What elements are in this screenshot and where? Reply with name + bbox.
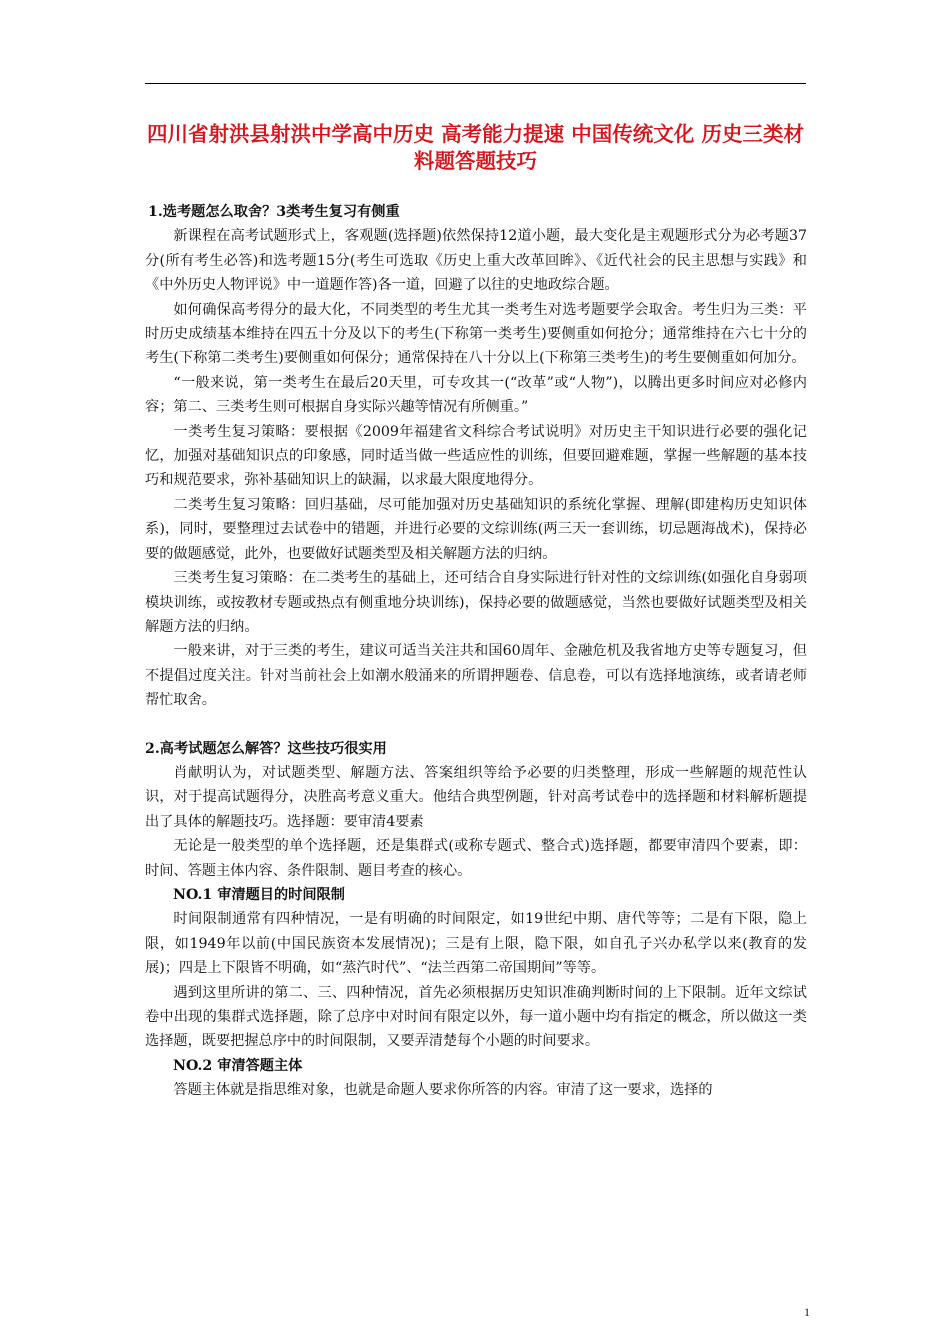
section-1-paragraph: 二类考生复习策略：回归基础，尽可能加强对历史基础知识的系统化掌握、理解(即建构历史知识体系)，同时，要整理过去试卷中的错题，并进行必要的文综训练(两三天一套训练，切忌题海战术)，保持必要的做题感觉，此外，也要做好试题类型及相关解题方法的归纳。 [145,496,807,562]
subsection-no1-paragraph: 遇到这里所讲的第二、三、四种情况，首先必须根据历史知识准确判断时间的上下限制。近年文综试卷中出现的集群式选择题，除了总序中对时间有限定以外，每一道小题中均有指定的概念，所以做这一类选择题，既要把握总序中的时间限制，又要弄清楚每个小题的时间要求。 [145,984,807,1050]
subsection-no1-paragraph: 时间限制通常有四种情况，一是有明确的时间限定，如19世纪中期、唐代等等；二是有下限，隐上限，如1949年以前(中国民族资本发展情况)；三是有上限，隐下限，如自孔子兴办私学以来(教育的发展)；四是上下限皆不明确，如“蒸汽时代”、“法兰西第二帝国期间”等等。 [145,911,807,977]
section-2-paragraph: 无论是一般类型的单个选择题，还是集群式(或称专题式、整合式)选择题，都要审清四个要素，即：时间、答题主体内容、条件限制、题目考查的核心。 [145,838,807,879]
section-1-paragraph: 如何确保高考得分的最大化，不同类型的考生尤其一类考生对选考题要学会取舍。考生归为三类：平时历史成绩基本维持在四五十分及以下的考生(下称第一类考生)要侧重如何抢分；通常维持在六七十分的考生(下称第二类考生)要侧重如何保分；通常保持在八十分以上(下称第三类考生)的考生要侧重如何加分。 [145,301,807,367]
subsection-no1-heading: NO.1 审清题目的时间限制 [173,886,345,903]
subsection-no2-paragraph: 答题主体就是指思维对象，也就是命题人要求你所答的内容。审清了这一要求，选择的 [173,1082,713,1099]
section-1-paragraph: 三类考生复习策略：在二类考生的基础上，还可结合自身实际进行针对性的文综训练(如强化自身弱项模块训练，或按教材专题或热点有侧重地分块训练)，保持必要的做题感觉，当然也要做好试题类型及相关解题方法的归纳。 [145,570,807,635]
page-number: 1 [804,1305,810,1319]
subsection-no2-heading: NO.2 审清答题主体 [173,1057,303,1074]
section-1-paragraph: “一般来说，第一类考生在最后20天里，可专攻其一(“改革”或“人物”)，以腾出更多时间应对必修内容；第二、三类考生则可根据自身实际兴趣等情况有所侧重。” [145,374,807,416]
document-title: 四川省射洪县射洪中学高中历史 高考能力提速 中国传统文化 历史三类材料题答题技巧 [147,122,804,173]
section-1-paragraph: 新课程在高考试题形式上，客观题(选择题)依然保持12道小题，最大变化是主观题形式分为必考题37分(所有考生必答)和选考题15分(考生可选取《历史上重大改革回眸》、《近代社会的民主思想与实践》和《中外历史人物评说》中一道题作答)各一道，回避了以往的史地政综合题。 [145,228,807,294]
section-2-heading: 2.高考试题怎么解答？这些技巧很实用 [145,740,387,757]
header-rule [145,83,806,84]
section-2-paragraph: 肖献明认为，对试题类型、解题方法、答案组织等给予必要的归类整理，形成一些解题的规范性认识，对于提高试题得分，决胜高考意义重大。他结合典型例题，针对高考试卷中的选择题和材料解析题提出了具体的解题技巧。选择题：要审清4要素 [145,764,807,830]
document-body [145,200,807,1103]
section-1-heading: 1.选考题怎么取舍？3类考生复习有侧重 [148,204,400,220]
section-1-paragraph: 一般来讲，对于三类的考生，建议可适当关注共和国60周年、金融危机及我省地方史等专题复习，但不提倡过度关注。针对当前社会上如潮水般涌来的所谓押题卷、信息卷，可以有选择地演练，或者请老师帮忙取舍。 [145,643,807,709]
section-spacer [145,713,807,737]
section-1-paragraph: 一类考生复习策略：要根据《2009年福建省文科综合考试说明》对历史主干知识进行必要的强化记忆，加强对基础知识点的印象感，同时适当做一些适应性的训练，但要回避难题，掌握一些解题的基本技巧和规范要求，弥补基础知识上的缺漏，以求最大限度地得分。 [145,423,807,489]
